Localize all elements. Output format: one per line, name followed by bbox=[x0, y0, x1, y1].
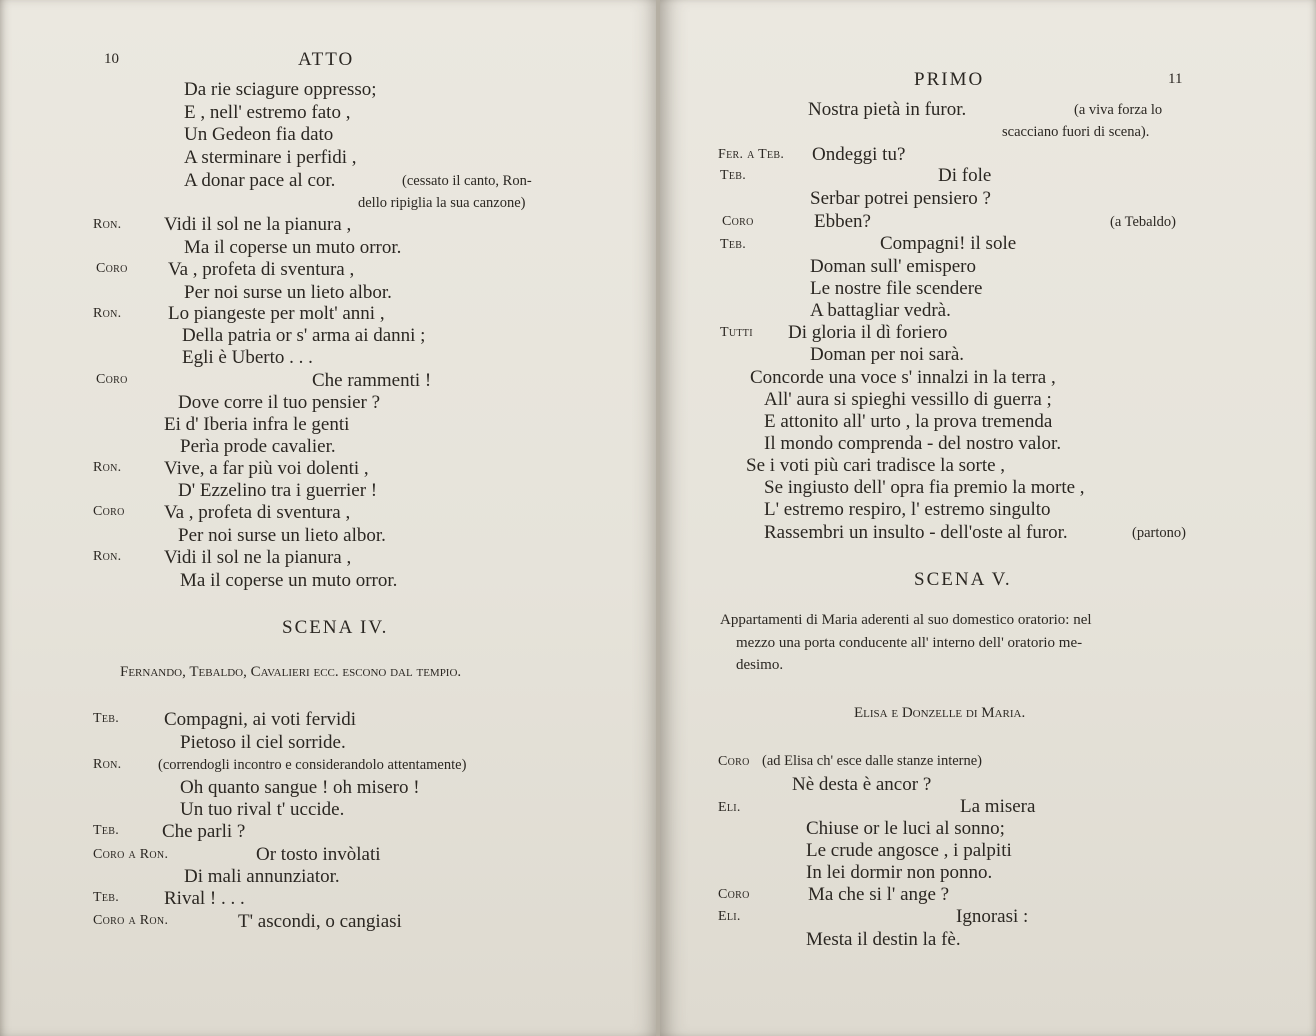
running-head: ATTO bbox=[298, 49, 355, 70]
verse-line: Perìa prode cavalier. bbox=[180, 436, 336, 457]
stage-direction: (ad Elisa ch' esce dalle stanze interne) bbox=[762, 753, 982, 769]
verse-line: Di gloria il dì foriero bbox=[788, 322, 948, 343]
verse-line: A donar pace al cor. bbox=[184, 170, 336, 191]
scene-cast: Elisa e Donzelle di Maria. bbox=[854, 705, 1026, 721]
speaker-label: Ron. bbox=[93, 217, 122, 232]
verse-line: Va , profeta di sventura , bbox=[164, 502, 351, 523]
speaker-label: Ron. bbox=[93, 460, 122, 475]
verse-line: Dove corre il tuo pensier ? bbox=[178, 392, 381, 413]
verse-line: Or tosto invòlati bbox=[256, 844, 381, 865]
speaker-label: Ron. bbox=[93, 549, 122, 564]
verse-line: Lo piangeste per molt' anni , bbox=[168, 303, 385, 324]
speaker-label: Teb. bbox=[93, 890, 120, 905]
verse-line: Compagni! il sole bbox=[880, 233, 1017, 254]
speaker-label: Coro a Ron. bbox=[93, 913, 169, 928]
verse-line: In lei dormir non ponno. bbox=[806, 862, 993, 883]
verse-line: Da rie sciagure oppresso; bbox=[184, 79, 377, 100]
speaker-label: Ron. bbox=[93, 757, 122, 772]
speaker-label: Teb. bbox=[93, 711, 120, 726]
speaker-label: Teb. bbox=[93, 823, 120, 838]
running-head: PRIMO bbox=[914, 69, 985, 90]
speaker-label: Coro bbox=[96, 372, 128, 387]
speaker-label: Coro bbox=[722, 214, 754, 229]
verse-line: E , nell' estremo fato , bbox=[184, 102, 351, 123]
verse-line: Ondeggi tu? bbox=[812, 144, 906, 165]
page-number: 10 bbox=[104, 51, 119, 67]
speaker-label: Coro a Ron. bbox=[93, 847, 169, 862]
verse-line: Pietoso il ciel sorride. bbox=[180, 732, 346, 753]
verse-line: All' aura si spieghi vessillo di guerra ; bbox=[764, 389, 1052, 410]
verse-line: Se i voti più cari tradisce la sorte , bbox=[746, 455, 1006, 476]
scene-heading: SCENA IV. bbox=[282, 617, 389, 638]
verse-line: Ignorasi : bbox=[956, 906, 1029, 927]
stage-direction: (a Tebaldo) bbox=[1110, 214, 1176, 230]
verse-line: Se ingiusto dell' opra fia premio la morte , bbox=[764, 477, 1085, 498]
scene-description-line: Appartamenti di Maria aderenti al suo domestico oratorio: nel bbox=[720, 612, 1092, 628]
stage-direction: scacciano fuori di scena). bbox=[1002, 124, 1150, 140]
speaker-label: Eli. bbox=[718, 800, 741, 815]
speaker-label: Fer. a Teb. bbox=[718, 147, 785, 162]
verse-line: Un tuo rival t' uccide. bbox=[180, 799, 345, 820]
scene-description-line: desimo. bbox=[736, 657, 784, 673]
speaker-label: Ron. bbox=[93, 306, 122, 321]
verse-line: Doman per noi sarà. bbox=[810, 344, 965, 365]
right-page bbox=[660, 0, 1316, 1036]
verse-line: A sterminare i perfidi , bbox=[184, 147, 357, 168]
verse-line: Ma che si l' ange ? bbox=[808, 884, 950, 905]
verse-line: A battagliar vedrà. bbox=[810, 300, 951, 321]
verse-line: Ei d' Iberia infra le genti bbox=[164, 414, 350, 435]
stage-direction: (cessato il canto, Ron- bbox=[402, 173, 532, 189]
verse-line: Rassembri un insulto - dell'oste al furor. bbox=[764, 522, 1068, 543]
verse-line: Di mali annunziator. bbox=[184, 866, 340, 887]
stage-direction: dello ripiglia la sua canzone) bbox=[358, 195, 526, 211]
verse-line: Ma il coperse un muto orror. bbox=[180, 570, 398, 591]
verse-line: Mesta il destin la fè. bbox=[806, 929, 961, 950]
verse-line: L' estremo respiro, l' estremo singulto bbox=[764, 499, 1051, 520]
verse-line: Il mondo comprenda - del nostro valor. bbox=[764, 433, 1062, 454]
speaker-label: Coro bbox=[93, 504, 125, 519]
verse-line: Ma il coperse un muto orror. bbox=[184, 237, 402, 258]
verse-line: Della patria or s' arma ai danni ; bbox=[182, 325, 426, 346]
verse-line: Le crude angosce , i palpiti bbox=[806, 840, 1012, 861]
verse-line: Egli è Uberto . . . bbox=[182, 347, 313, 368]
verse-line: Concorde una voce s' innalzi in la terra , bbox=[750, 367, 1056, 388]
verse-line: E attonito all' urto , la prova tremenda bbox=[764, 411, 1053, 432]
verse-line: Un Gedeon fia dato bbox=[184, 124, 334, 145]
stage-direction: (a viva forza lo bbox=[1074, 102, 1163, 118]
verse-line: Per noi surse un lieto albor. bbox=[178, 525, 386, 546]
verse-line: D' Ezzelino tra i guerrier ! bbox=[178, 480, 378, 501]
speaker-label: Coro bbox=[718, 887, 750, 902]
speaker-label: Teb. bbox=[720, 168, 747, 183]
verse-line: La misera bbox=[960, 796, 1036, 817]
verse-line: Vive, a far più voi dolenti , bbox=[164, 458, 369, 479]
stage-direction: (correndogli incontro e considerandolo attentamente) bbox=[158, 757, 467, 773]
speaker-label: Eli. bbox=[718, 909, 741, 924]
verse-line: Oh quanto sangue ! oh misero ! bbox=[180, 777, 420, 798]
verse-line: Di fole bbox=[938, 165, 992, 186]
verse-line: Nè desta è ancor ? bbox=[792, 774, 932, 795]
verse-line: Va , profeta di sventura , bbox=[168, 259, 355, 280]
speaker-label: Tutti bbox=[720, 325, 753, 340]
scene-description-line: mezzo una porta conducente all' interno dell' oratorio me- bbox=[736, 635, 1083, 651]
speaker-label: Teb. bbox=[720, 237, 747, 252]
page-number: 11 bbox=[1168, 71, 1183, 87]
verse-line: T' ascondi, o cangiasi bbox=[238, 911, 402, 932]
verse-line: Ebben? bbox=[814, 211, 871, 232]
speaker-label: Coro bbox=[718, 754, 750, 769]
verse-line: Le nostre file scendere bbox=[810, 278, 983, 299]
verse-line: Vidi il sol ne la pianura , bbox=[164, 547, 352, 568]
scene-cast: Fernando, Tebaldo, Cavalieri ecc. escono dal tempio. bbox=[120, 664, 462, 680]
verse-line: Serbar potrei pensiero ? bbox=[810, 188, 991, 209]
speaker-label: Coro bbox=[96, 261, 128, 276]
verse-line: Compagni, ai voti fervidi bbox=[164, 709, 357, 730]
verse-line: Rival ! . . . bbox=[164, 888, 245, 909]
verse-line: Doman sull' emispero bbox=[810, 256, 976, 277]
verse-line: Nostra pietà in furor. bbox=[808, 99, 967, 120]
scene-heading: SCENA V. bbox=[914, 569, 1012, 590]
verse-line: Chiuse or le luci al sonno; bbox=[806, 818, 1005, 839]
verse-line: Che parli ? bbox=[162, 821, 246, 842]
verse-line: Che rammenti ! bbox=[312, 370, 432, 391]
stage-direction: (partono) bbox=[1132, 525, 1186, 541]
verse-line: Vidi il sol ne la pianura , bbox=[164, 214, 352, 235]
verse-line: Per noi surse un lieto albor. bbox=[184, 282, 392, 303]
